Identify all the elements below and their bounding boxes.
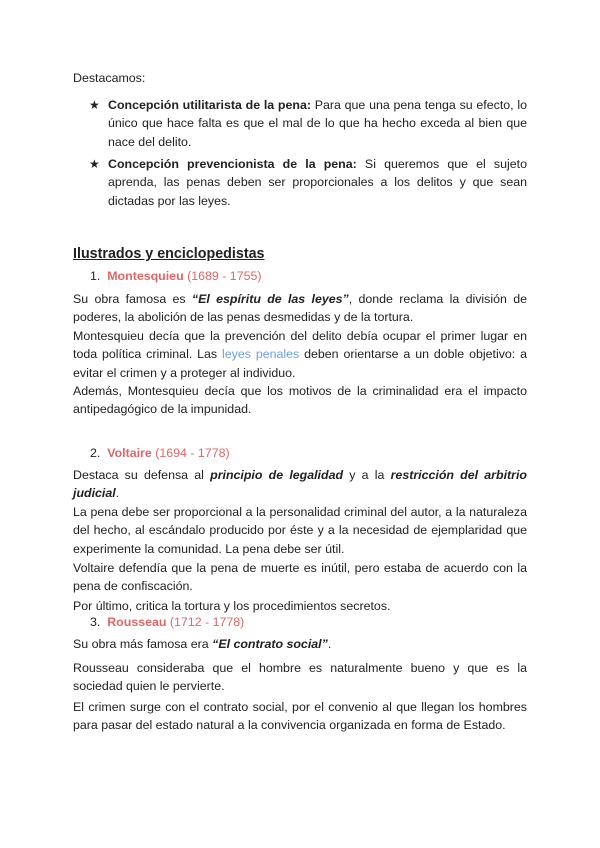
author-dates: (1694 - 1778) <box>155 446 230 460</box>
author-dates: (1712 - 1778) <box>169 615 245 629</box>
paragraph: La pena debe ser proporcional a la personalidad criminal del autor, a la naturaleza del hecho, al escándalo producido por éste y a la necesidad de ejemplaridad que experimente la comunidad. La pena debe ser útil. <box>73 505 527 556</box>
work-title: “El espíritu de las leyes” <box>191 292 349 306</box>
paragraph: Por último, critica la tortura y los procedimientos secretos. <box>73 599 391 613</box>
paragraph: Montesquieu decía que la prevención del delito debía ocupar el primer lugar en toda política criminal. Las leyes penales deben orientarse a un doble objetivo: a evitar el crimen y a proteger al individuo. <box>73 329 527 380</box>
paragraph: Su obra más famosa era “El contrato social”. <box>73 637 332 651</box>
paragraph: El crimen surge con el contrato social, por el convenio al que llegan los hombres para pasar del estado natural a la convivencia organizada en forma de Estado. <box>73 700 527 733</box>
star-bullet-icon: ★ <box>89 98 100 112</box>
author-name: Rousseau <box>107 615 167 629</box>
paragraph: Además, Montesquieu decía que los motivos de la criminalidad era el impacto antipedagógico de la impunidad. <box>73 384 527 417</box>
paragraph: Voltaire defendía que la pena de muerte es inútil, pero estaba de acuerdo con la pena de confiscación. <box>73 561 527 594</box>
bullet-item <box>89 155 527 210</box>
emphasis: restricción del arbitrio judicial <box>73 468 527 501</box>
bullet-item <box>89 96 527 151</box>
author-name: Voltaire <box>107 446 152 460</box>
paragraph: Rousseau consideraba que el hombre es naturalmente bueno y que es la sociedad quien le pervierte. <box>73 661 527 694</box>
star-bullet-icon: ★ <box>89 157 100 171</box>
paragraph: Destaca su defensa al principio de legalidad y a la restricción del arbitrio judicial. <box>73 468 527 501</box>
author-name: Montesquieu <box>107 269 184 283</box>
bullet-term: Concepción prevencionista de la pena: <box>108 157 357 171</box>
bullet-text: Concepción utilitarista de la pena: Para que una pena tenga su efecto, lo único que hace falta es que el mal de lo que ha hecho exceda al bien que nace del delito. <box>108 98 527 149</box>
leyes-penales-link[interactable]: leyes penales <box>222 347 300 362</box>
bullet-term: Concepción utilitarista de la pena: <box>108 98 311 112</box>
author-dates: (1689 - 1755) <box>187 269 262 283</box>
emphasis: principio de legalidad <box>210 468 344 482</box>
author-heading: 1. Montesquieu (1689 - 1755) <box>90 269 262 283</box>
section-heading: Ilustrados y enciclopedistas <box>73 246 265 262</box>
paragraph: Su obra famosa es “El espíritu de las leyes”, donde reclama la división de poderes, la abolición de las penas desmedidas y de la tortura. <box>73 292 527 325</box>
work-title: “El contrato social” <box>212 637 328 651</box>
author-heading: 3. Rousseau (1712 - 1778) <box>90 615 245 629</box>
bullet-text: Concepción prevencionista de la pena: Si queremos que el sujeto aprenda, las penas deben ser proporcionales a los delitos y que sean dictadas por las leyes. <box>108 157 527 208</box>
intro-text: Destacamos: <box>73 71 146 85</box>
author-heading: 2. Voltaire (1694 - 1778) <box>90 446 230 460</box>
